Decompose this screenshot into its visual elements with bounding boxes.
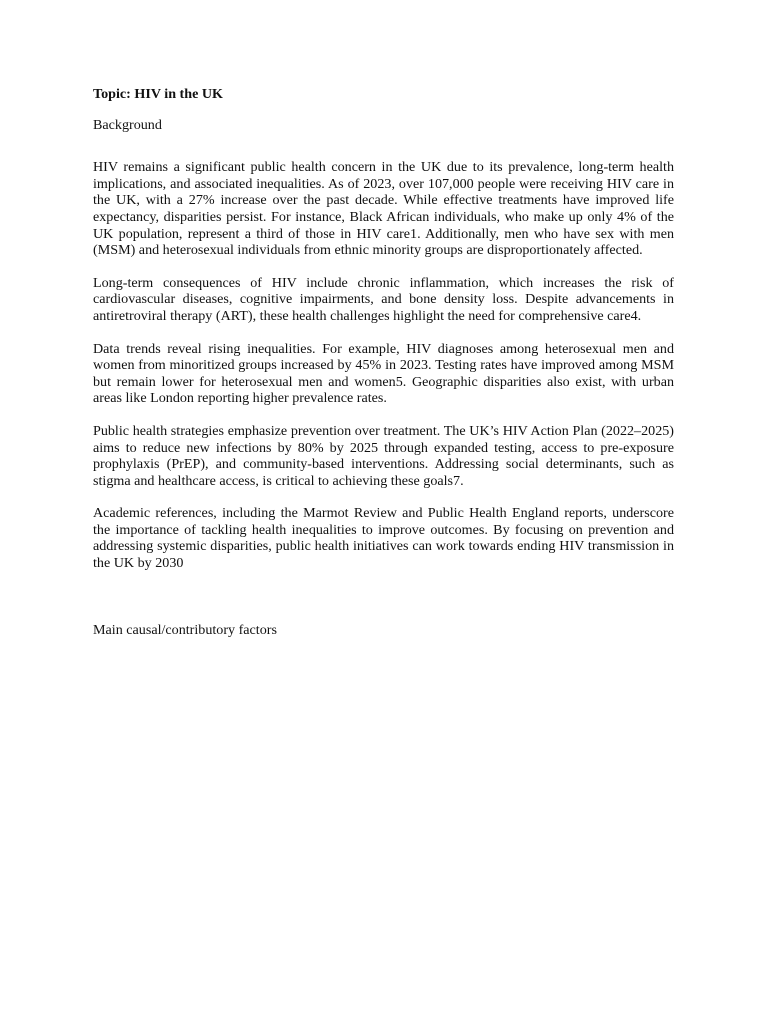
document-page [93, 86, 674, 638]
paragraph: Public health strategies emphasize prevention over treatment. The UK’s HIV Action Plan (2022–2025) aims to reduce new infections by 80% by 2025 through expanded testing, access to pre-exposure prophylaxis (PrEP), and community-based interventions. Addressing social determinants, such as stigma and healthcare access, is critical to achieving these goals7. [93, 422, 674, 489]
document-title: Topic: HIV in the UK [93, 86, 224, 102]
paragraph: Academic references, including the Marmot Review and Public Health England reports, underscore the importance of tackling health inequalities to improve outcomes. By focusing on prevention and addressing systemic disparities, public health initiatives can work towards ending HIV transmission in the UK by 2030 [93, 505, 674, 572]
section-heading-background: Background [93, 116, 162, 133]
paragraph: HIV remains a significant public health concern in the UK due to its prevalence, long-term health implications, and associated inequalities. As of 2023, over 107,000 people were receiving HIV care in the UK, with a 27% increase over the past decade. While effective treatments have improved life expectancy, disparities persist. For instance, Black African individuals, who make up only 4% of the UK population, represent a third of those in HIV care1. Additionally, men who have sex with men (MSM) and heterosexual individuals from ethnic minority groups are disproportionately affected. [93, 159, 674, 259]
paragraph: Data trends reveal rising inequalities. For example, HIV diagnoses among heterosexual men and women from minoritized groups increased by 45% in 2023. Testing rates have improved among MSM but remain lower for heterosexual men and women5. Geographic disparities also exist, with urban areas like London reporting higher prevalence rates. [93, 340, 674, 407]
section-heading-factors: Main causal/contributory factors [93, 621, 277, 638]
paragraph: Long-term consequences of HIV include chronic inflammation, which increases the risk of cardiovascular diseases, cognitive impairments, and bone density loss. Despite advancements in antiretroviral therapy (ART), these health challenges highlight the need for comprehensive care4. [93, 274, 674, 324]
